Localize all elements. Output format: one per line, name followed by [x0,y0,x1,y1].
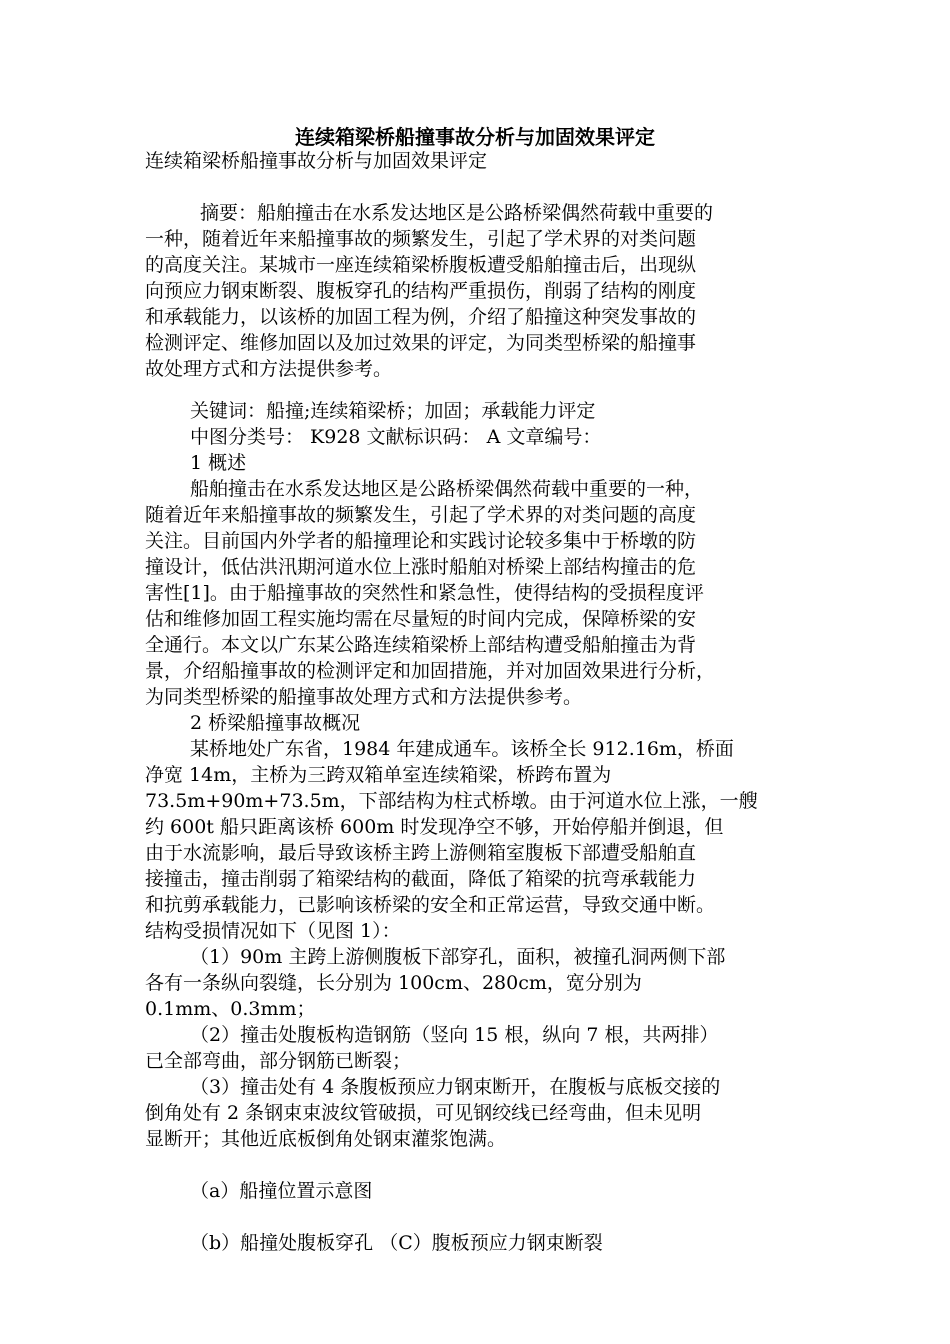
abstract-line: 故处理方式和方法提供参考。 [145,358,393,380]
body-line: 结构受损情况如下（见图 1）： [145,920,401,942]
body-line: 净宽 14m，主桥为三跨双箱单室连续箱梁，桥跨布置为 [145,764,612,786]
damage-item-3: 显断开；其他近底板倒角处钢束灌浆饱满。 [145,1128,507,1150]
damage-item-3: （3）撞击处有 4 条腹板预应力钢束断开，在腹板与底板交接的 [190,1076,721,1098]
damage-item-1: 各有一条纵向裂缝，长分别为 100cm、280cm，宽分别为 [145,972,642,994]
abstract-line: 检测评定、维修加固以及加过效果的评定，为同类型桥梁的船撞事 [145,332,697,354]
body-line: 撞设计，低估洪汛期河道水位上涨时船舶对桥梁上部结构撞击的危 [145,556,697,578]
abstract-line: 和承载能力，以该桥的加固工程为例，介绍了船撞这种突发事故的 [145,306,697,328]
damage-item-2: （2）撞击处腹板构造钢筋（竖向 15 根，纵向 7 根，共两排） [190,1024,719,1046]
abstract-line: 一种，随着近年来船撞事故的频繁发生，引起了学术界的对类问题 [145,228,697,250]
damage-item-1: （1）90m 主跨上游侧腹板下部穿孔，面积，被撞孔洞两侧下部 [190,946,726,968]
damage-item-2: 已全部弯曲，部分钢筋已断裂； [145,1050,412,1072]
body-line: 某桥地处广东省，1984 年建成通车。该桥全长 912.16m，桥面 [190,738,734,760]
keywords: 关键词：船撞;连续箱梁桥；加固；承载能力评定 [190,400,596,422]
document-subtitle: 连续箱梁桥船撞事故分析与加固效果评定 [145,150,488,172]
body-line: 由于水流影响，最后导致该桥主跨上游侧箱室腹板下部遭受船舶直 [145,842,697,864]
body-line: 关注。目前国内外学者的船撞理论和实践讨论较多集中于桥墩的防 [145,530,697,552]
abstract-line: 的高度关注。某城市一座连续箱梁桥腹板遭受船舶撞击后，出现纵 [145,254,697,276]
body-line: 全通行。本文以广东某公路连续箱梁桥上部结构遭受船舶撞击为背 [145,634,697,656]
body-line: 害性[1]。由于船撞事故的突然性和紧急性，使得结构的受损程度评 [145,582,704,604]
body-line: 估和维修加固工程实施均需在尽量短的时间内完成，保障桥梁的安 [145,608,697,630]
section-heading: 1 概述 [190,452,247,474]
damage-item-1: 0.1mm、0.3mm； [145,998,316,1020]
damage-item-3: 倒角处有 2 条钢束束波纹管破损，可见钢绞线已经弯曲，但未见明 [145,1102,702,1124]
body-line: 接撞击，撞击削弱了箱梁结构的截面，降低了箱梁的抗弯承载能力 [145,868,697,890]
body-line: 景，介绍船撞事故的检测评定和加固措施，并对加固效果进行分析， [145,660,716,682]
abstract-line: 向预应力钢束断裂、腹板穿孔的结构严重损伤，削弱了结构的刚度 [145,280,697,302]
body-line: 约 600t 船只距离该桥 600m 时发现净空不够，开始停船并倒退，但 [145,816,724,838]
document-title: 连续箱梁桥船撞事故分析与加固效果评定 [295,125,655,149]
figure-caption-bc: （b）船撞处腹板穿孔 （C）腹板预应力钢束断裂 [190,1232,603,1254]
figure-caption-a: （a）船撞位置示意图 [190,1180,373,1202]
body-line: 船舶撞击在水系发达地区是公路桥梁偶然荷载中重要的一种， [190,478,704,500]
body-line: 73.5m+90m+73.5m，下部结构为柱式桥墩。由于河道水位上涨，一艘 [145,790,758,812]
abstract-line: 摘要：船舶撞击在水系发达地区是公路桥梁偶然荷载中重要的 [200,202,714,224]
body-line: 为同类型桥梁的船撞事故处理方式和方法提供参考。 [145,686,583,708]
body-line: 随着近年来船撞事故的频繁发生，引起了学术界的对类问题的高度 [145,504,697,526]
body-line: 和抗剪承载能力，已影响该桥梁的安全和正常运营，导致交通中断。 [145,894,716,916]
section-heading: 2 桥梁船撞事故概况 [190,712,361,734]
classification: 中图分类号： K928 文献标识码： A 文章编号： [190,426,602,448]
